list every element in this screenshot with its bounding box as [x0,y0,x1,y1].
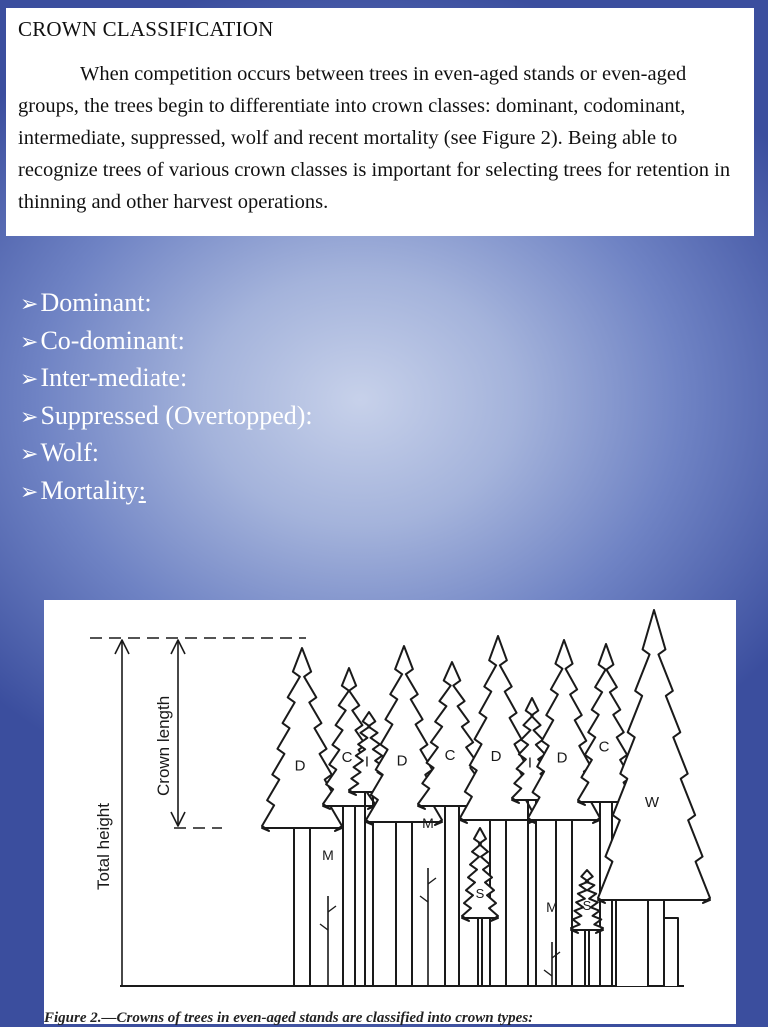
crown-class-label: C [444,746,456,764]
mortality-label: M [422,815,434,831]
list-item-label: Co-dominant: [40,325,185,355]
list-item-suffix: : [138,475,146,505]
crown-class-list [20,285,313,510]
crown-class-label: D [396,752,408,770]
crown-class-label: D [490,748,502,766]
crown-class-label: D [556,749,568,767]
arrow-bullet-icon: ➢ [20,441,39,466]
dead-branch [420,896,428,902]
crown-length-label: Crown length [154,695,173,796]
suppressed-tree-crown [462,828,498,921]
arrow-bullet-icon: ➢ [20,291,39,316]
tree-group [262,610,710,986]
list-item-label: Wolf: [40,438,100,467]
crown-class-label: W [644,794,660,812]
crown-classification-figure [44,600,736,1024]
list-item [20,435,313,473]
suppressed-label: S [582,898,592,913]
list-item [20,360,313,398]
dead-branch [428,878,436,884]
crown-class-label: I [527,754,533,772]
arrow-bullet-icon: ➢ [20,328,39,354]
dead-branch [328,906,336,912]
wolf-trunk-block [664,918,678,986]
crown-class-label: I [364,753,370,771]
list-item-label: Mortality [40,475,139,505]
crown-classification-text-box [6,8,754,236]
figure-caption: Figure 2.—Crowns of trees in even-aged stands are classified into crown types: [44,1010,534,1026]
arrow-bullet-icon: ➢ [20,366,39,391]
arrow-bullet-icon: ➢ [20,478,39,504]
dead-branch [544,970,552,976]
list-item-label: Suppressed (Overtopped): [40,400,313,430]
crown-class-label: D [294,757,306,775]
list-item-label: Dominant: [40,288,152,317]
list-item [20,398,313,436]
crown-class-label: C [598,738,610,756]
mortality-label: M [322,847,334,863]
section-title: CROWN CLASSIFICATION [18,17,274,41]
wolf-trunk-block [616,900,648,986]
list-item [20,323,313,361]
suppressed-label: S [475,886,485,901]
list-item [20,285,313,323]
crown-class-label: C [341,748,353,766]
mortality-label: M [546,899,558,915]
total-height-label: Total height [94,803,113,890]
list-item-label: Inter-mediate: [40,363,188,392]
crown-diagram [44,600,736,1024]
dead-branch [320,924,328,930]
intro-paragraph: When competition occurs between trees in even-aged stands or even-aged groups, the trees begin to differentiate into crown classes: dominant, codominant, intermediate, suppressed, wolf and recent mortality (see Figure 2). Being able to recognize trees of various crown classes is important for selecting trees for retention in thinning and other harvest operations. [18,63,731,213]
list-item [20,473,313,511]
arrow-bullet-icon: ➢ [20,403,39,429]
